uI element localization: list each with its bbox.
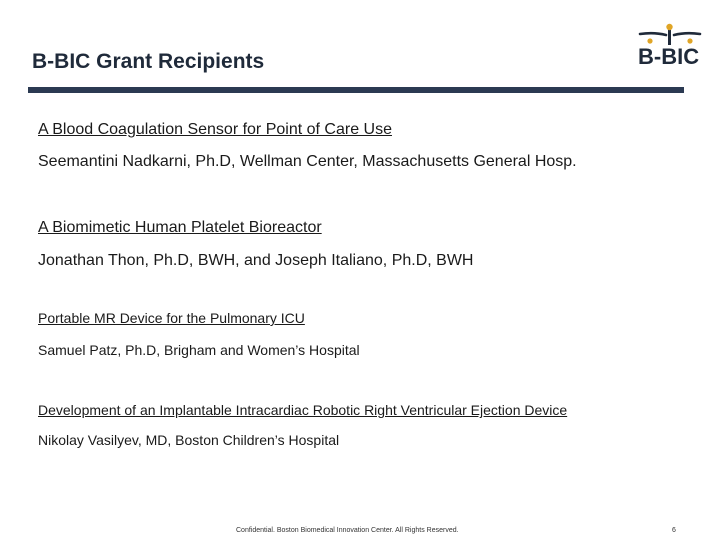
- project-title-link[interactable]: Development of an Implantable Intracardiac Robotic Right Ventricular Ejection Device: [38, 402, 568, 418]
- logo-text: B-BIC: [638, 44, 700, 69]
- investigator-text: Jonathan Thon, Ph.D, BWH, and Joseph Italiano, Ph.D, BWH: [38, 252, 474, 269]
- investigator-text: Nikolay Vasilyev, MD, Boston Children’s Hospital: [38, 432, 340, 448]
- investigator-text: Seemantini Nadkarni, Ph.D, Wellman Center, Massachusetts General Hosp.: [38, 153, 577, 170]
- slide-title: B-BIC Grant Recipients: [32, 50, 265, 73]
- project-title-link[interactable]: Portable MR Device for the Pulmonary ICU: [38, 310, 305, 326]
- project-title-link[interactable]: A Blood Coagulation Sensor for Point of Care Use: [38, 121, 392, 138]
- footer-confidential: Confidential. Boston Biomedical Innovation Center. All Rights Reserved.: [236, 527, 459, 534]
- bbic-logo: [636, 22, 704, 76]
- project-title-link[interactable]: A Biomimetic Human Platelet Bioreactor: [38, 219, 322, 236]
- investigator-text: Samuel Patz, Ph.D, Brigham and Women’s Hospital: [38, 342, 360, 358]
- page-number: 6: [672, 527, 676, 534]
- title-divider: [28, 87, 684, 93]
